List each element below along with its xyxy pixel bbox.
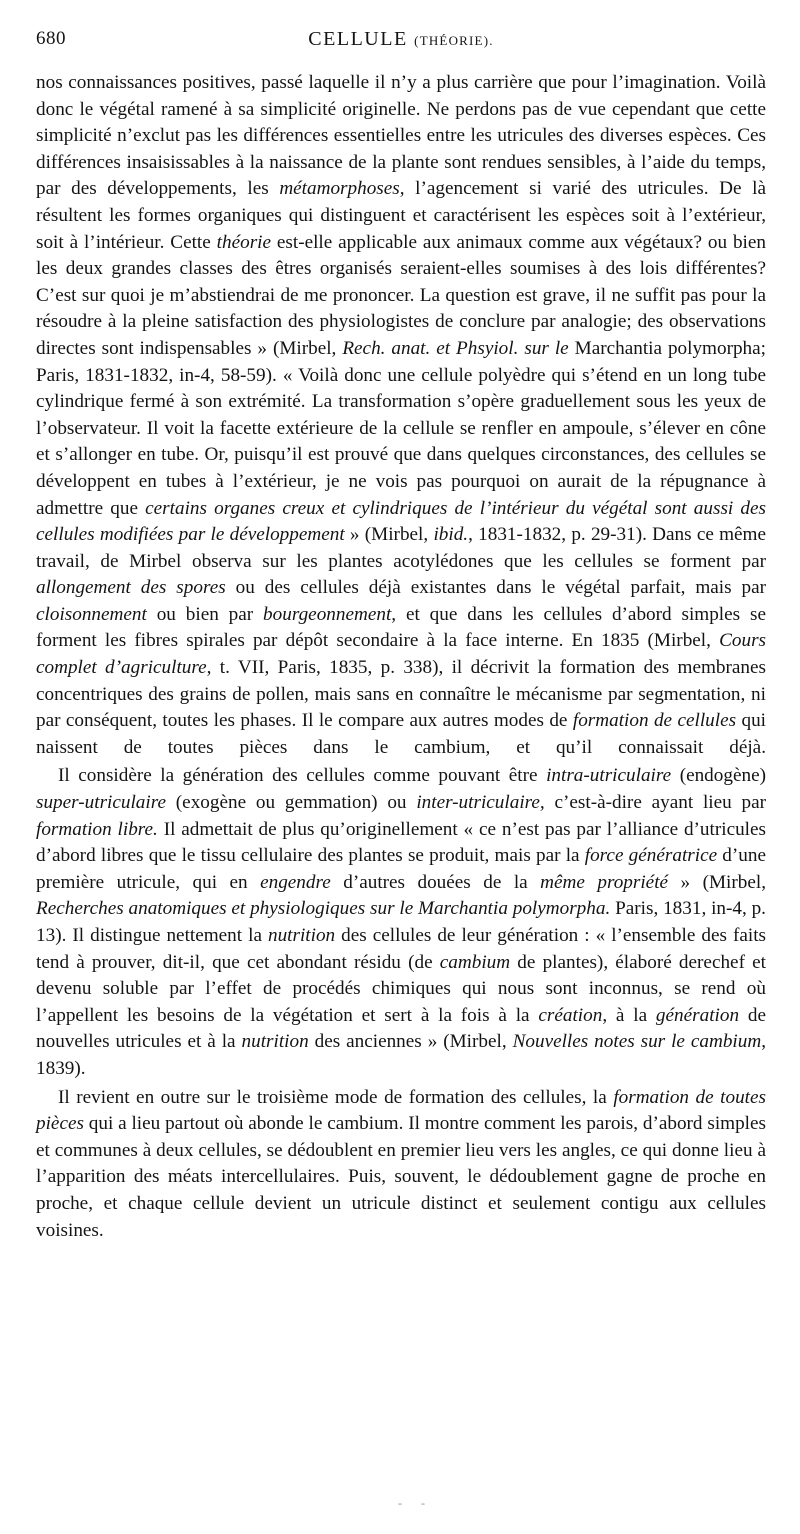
text-run: nos connaissances positives, passé laquelle il n’y a plus carrière que pour l’imagination. Voilà donc le végétal ramené à sa simplicité originelle. Ne perdons pas de vue cependant que cette simplicité n’exclut pas les différences essentielles entre les utricules des diverses espèces. Ces différences insaisissables à la naissance de la plante sont rendues sensibles, à l’aide du temps, par des développements, les [36, 72, 766, 200]
text-run: » (Mirbel, [668, 871, 766, 893]
text-run: ou bien par [146, 603, 264, 625]
text-run: Il admettait de plus qu’originellement « ce n’est pas par l’alliance d’utricules d’abord libres que le tissu cellulaire des plantes se produit, mais par la [36, 818, 767, 867]
text-run: Marchantia polymorpha; Paris, 1831-1832, in-4, 58-59). « Voilà donc une cellule polyèdre qui s’étend en un long tube cylindrique fermé à son extrémité. La transformation s’opère graduellement sous les yeux de l’observateur. Il voit la facette extérieure de la cellule se renfler en ampoule, s’élever en cône et s’allonger en tube. Or, puisqu’il est prouvé que dans quelques circonstances, des cellules se développent en tubes à l’extérieur, je ne vois pas pourquoi on aurait de la répugnance à admettre que [36, 337, 767, 519]
text-run: de nouvelles utricules et à la [36, 1004, 766, 1053]
text-run: des cellules de leur génération : « l’ensemble des faits tend à prouver, dit-il, que cet abondant résidu (de [36, 925, 766, 973]
page-number: 680 [36, 28, 66, 49]
italic-text: ibid. [433, 524, 469, 546]
text-run: (exogène ou gemmation) ou [166, 792, 417, 814]
italic-text: Rech. anat. et Phsyiol. sur le [342, 337, 569, 359]
paragraph [36, 763, 766, 1082]
text-run: qui a lieu partout où abonde le cambium. Il montre comment les parois, d’abord simples et communes à deux cellules, se dédoublent en premier lieu vers les angles, ce qui donne lieu à l’apparition des méats intercellulaires. Puis, souvent, le dédoublement gagne de proche en proche, et chaque cellule devient un utricule distinct et seulement contigu aux cellules voisines. [36, 1113, 766, 1241]
italic-text: théorie [216, 231, 272, 253]
paragraph [36, 1085, 766, 1245]
text-run: d’autres douées de la [330, 871, 541, 893]
text-run: , à la [602, 1004, 656, 1026]
italic-text: force génératrice [584, 845, 718, 867]
text-run: Il revient en outre sur le troisième mode de formation des cellules, la [58, 1086, 614, 1108]
footer-marks: - - [398, 1496, 433, 1510]
italic-text: même propriété [540, 871, 669, 893]
text-run: c’est-à-dire ayant lieu par [544, 792, 766, 814]
header-subtitle: (THÉORIE). [414, 33, 494, 48]
text-run: qui naissent de toutes pièces dans le cambium, et qu’il connaissait déjà. [36, 710, 766, 758]
text-run: et que dans les cellules d’abord simples se forment les fibres spirales par dépôt secondaire à la face interne. En 1835 (Mirbel, [36, 603, 766, 652]
italic-text: création [538, 1004, 603, 1026]
italic-text: génération [655, 1004, 740, 1026]
text-run: ou des cellules déjà existantes dans le végétal parfait, mais par [225, 577, 766, 599]
italic-text: certains organes creux et cylindriques de l’intérieur du végétal sont aussi des cellules modifiées par le développement [36, 497, 766, 546]
italic-text: allongement des spores [36, 577, 226, 599]
italic-text: super-utriculaire [36, 792, 167, 814]
text-run: Il considère la génération des cellules comme pouvant être [58, 765, 547, 787]
text-run: , l’agencement si varié des utricules. De là résultent les formes organiques qui distinguent et caractérisent les espèces soit à l’extérieur, soit à l’intérieur. Cette [36, 178, 766, 253]
text-run: est-elle applicable aux animaux comme aux végétaux? ou bien les deux grandes classes des êtres organisés seraient-elles soumises à des lois différentes? C’est sur quoi je m’abstiendrai de me prononcer. La question est grave, il ne suffit pas pour la résoudre à la pleine satisfaction des physiologistes de conclure par analogie; des observations directes sont indispensables » (Mirbel, [36, 231, 766, 359]
italic-text: nutrition [241, 1031, 309, 1053]
page-body [36, 70, 766, 1244]
italic-text: nutrition [267, 925, 336, 946]
italic-text: inter-utriculaire, [416, 792, 545, 814]
text-run: , t. VII, Paris, 1835, p. 338), il décrivit la formation des membranes concentriques des grains de pollen, mais sans en connaître le mécanisme par segmentation, ni par conséquent, toutes les phases. Il le compare aux autres modes de [36, 657, 766, 732]
italic-text: cloisonnement [36, 603, 147, 625]
italic-text: Recherches anatomiques et physiologiques sur le Marchantia polymorpha. [36, 898, 611, 920]
running-title [36, 28, 766, 51]
italic-text: formation libre. [36, 818, 158, 840]
italic-text: formation de toutes pièces [36, 1086, 767, 1135]
header-title: CELLULE [308, 28, 408, 50]
text-run: , 1839). [36, 1031, 766, 1079]
text-run: (endogène) [671, 765, 766, 787]
text-run: d’une première utricule, qui en [36, 845, 766, 893]
text-run: de plantes), élaboré derechef et devenu soluble par l’effet de procédés chimiques qui nous sont inconnus, se rend où l’appellent les besoins de la végétation et sert à la fois à la [36, 951, 766, 1026]
italic-text: Cours complet d’agriculture [36, 630, 766, 679]
italic-text: Nouvelles notes sur le cambium [512, 1031, 762, 1053]
italic-text: formation de cellules [572, 710, 737, 732]
italic-text: intra-utriculaire [546, 765, 672, 787]
italic-text: cambium [439, 951, 511, 973]
running-header [36, 28, 766, 64]
italic-text: métamorphoses [279, 178, 400, 200]
text-run: , 1831-1832, p. 29-31). Dans ce même travail, de Mirbel observa sur les plantes acotylédones que les cellules se forment par [36, 524, 766, 572]
italic-text: bourgeonnement, [263, 603, 397, 625]
italic-text: engendre [260, 871, 331, 893]
text-run: » (Mirbel, [344, 524, 434, 546]
text-run: Paris, 1831, in-4, p. 13). Il distingue nettement la [36, 898, 766, 946]
paragraph [36, 70, 766, 761]
text-run: des anciennes » (Mirbel, [308, 1031, 513, 1053]
